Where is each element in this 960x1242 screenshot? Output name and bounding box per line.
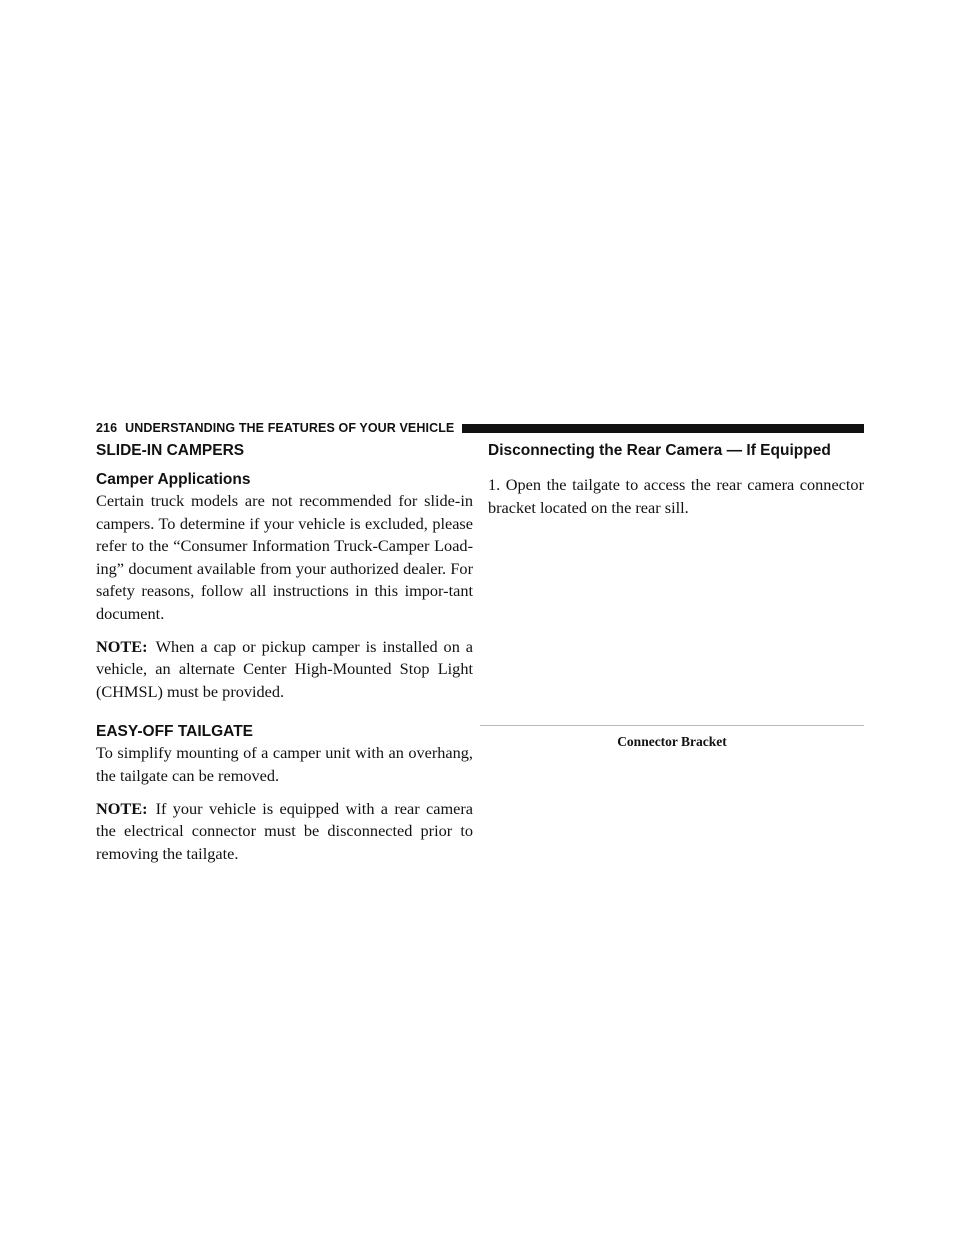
left-column [96, 441, 473, 865]
figure-divider [480, 725, 864, 726]
figure-caption: Connector Bracket [617, 734, 727, 749]
heading-easy-off-tailgate: EASY-OFF TAILGATE [96, 723, 254, 741]
page-number: 216 [96, 421, 118, 435]
note-text: When a cap or pickup camper is installed on a vehicle, an alternate Center High-Mounted Stop Light (CHMSL) must be provided. [96, 636, 473, 701]
section-title: UNDERSTANDING THE FEATURES OF YOUR VEHICLE [125, 421, 455, 435]
paragraph-tailgate: To simplify mounting of a camper unit with an overhang, the tailgate can be removed. [96, 743, 473, 785]
subheading-camper-applications: Camper Applications [96, 471, 251, 488]
page-header [96, 418, 864, 438]
header-bar [462, 424, 864, 433]
note-rear-camera [96, 798, 473, 866]
note-label: NOTE: [96, 798, 148, 818]
step-1: 1. Open the tailgate to access the rear camera connector bracket located on the rear sill. [488, 475, 864, 517]
note-label: NOTE: [96, 636, 148, 656]
note-text: If your vehicle is equipped with a rear camera the electrical connector must be disconnected prior to removing the tailgate. [96, 798, 473, 863]
note-chmsl [96, 636, 473, 704]
right-column [488, 441, 864, 519]
paragraph-camper-applications: Certain truck models are not recommended for slide-in campers. To determine if your vehicle is excluded, please refer to the “Consumer Information Truck-Camper Load-ing” document available from your authorized dealer. For safety reasons, follow all instructions in this impor-tant document. [96, 491, 473, 623]
heading-slide-in-campers: SLIDE-IN CAMPERS [96, 442, 245, 459]
heading-disconnecting-rear-camera: Disconnecting the Rear Camera — If Equipped [488, 442, 831, 459]
